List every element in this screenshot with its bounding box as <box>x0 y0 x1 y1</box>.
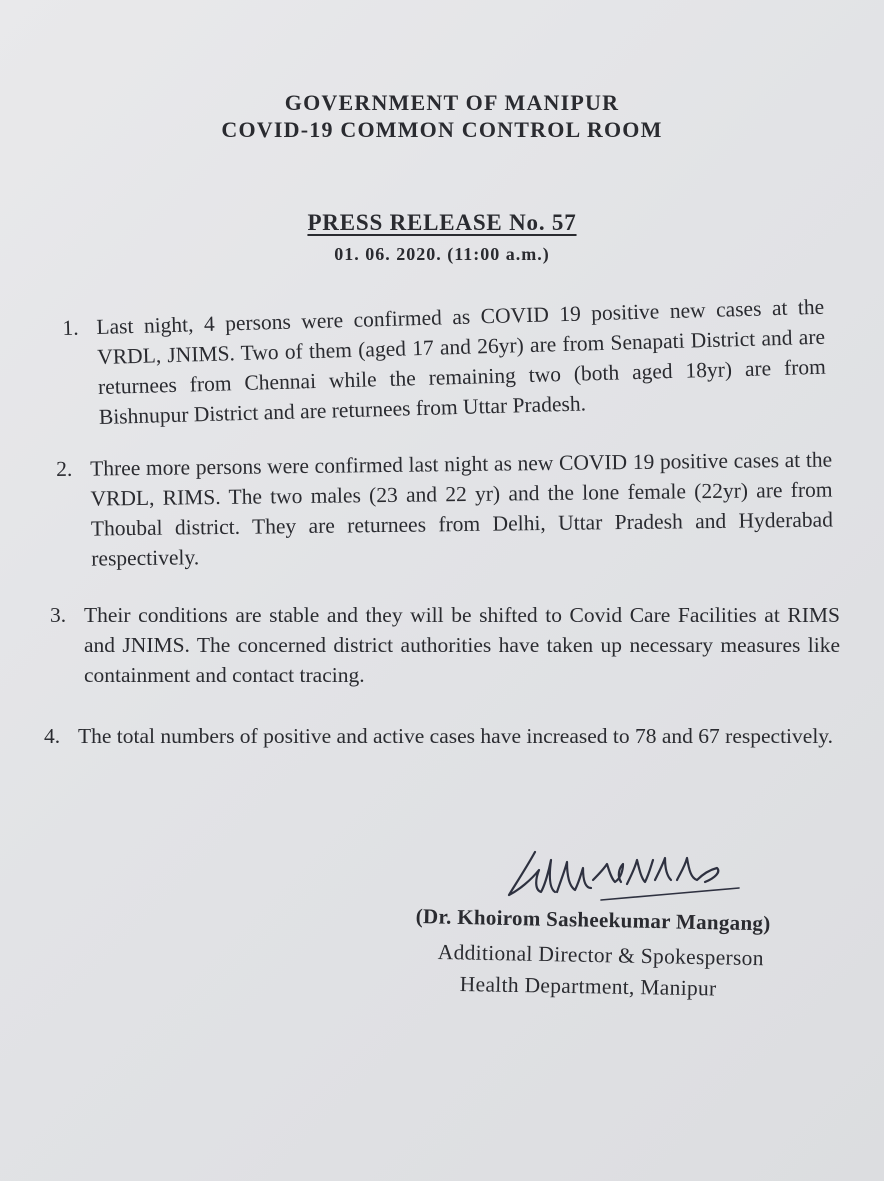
control-room-name: COVID-19 COMMON CONTROL ROOM <box>221 117 663 142</box>
item-number: 4. <box>44 724 61 748</box>
item-text: Last night, 4 persons were confirmed as COVID 19 positive new cases at the VRDL, JNIMS. Two of them (aged 17 and 26yr) are from Senapati District and are returnees from Chennai while the remaining two (both aged 18yr) are from Bishnupur District and are returnees from Uttar Pradesh. <box>96 294 827 430</box>
signatory-designation: Additional Director & Spokesperson <box>437 940 765 971</box>
item-number: 3. <box>50 603 67 627</box>
list-item <box>50 600 840 690</box>
signatory-department: Health Department, Manipur <box>459 972 717 1001</box>
item-text: Three more persons were confirmed last night as new COVID 19 positive cases at the VRDL, RIMS. The two males (23 and 22 yr) and the lone female (22yr) are from Thoubal district. They are returnees from Delhi, Uttar Pradesh and Hyderabad respectively. <box>90 447 834 571</box>
list-item <box>44 721 848 751</box>
item-number: 2. <box>56 456 73 481</box>
list-item <box>56 445 833 574</box>
signatory-name: (Dr. Khoirom Sasheekumar Mangang) <box>415 904 771 936</box>
press-release-title: PRESS RELEASE No. 57 <box>307 210 577 235</box>
item-number: 1. <box>62 315 79 340</box>
item-text: The total numbers of positive and active cases have increased to 78 and 67 respectively. <box>78 724 834 748</box>
item-text: Their conditions are stable and they will be shifted to Covid Care Facilities at RIMS and JNIMS. The concerned district authorities have taken up necessary measures like containment and contact tracing. <box>84 603 840 687</box>
press-release-date: 01. 06. 2020. (11:00 a.m.) <box>334 244 550 264</box>
organization-name: GOVERNMENT OF MANIPUR <box>284 90 620 115</box>
list-item <box>62 292 827 433</box>
